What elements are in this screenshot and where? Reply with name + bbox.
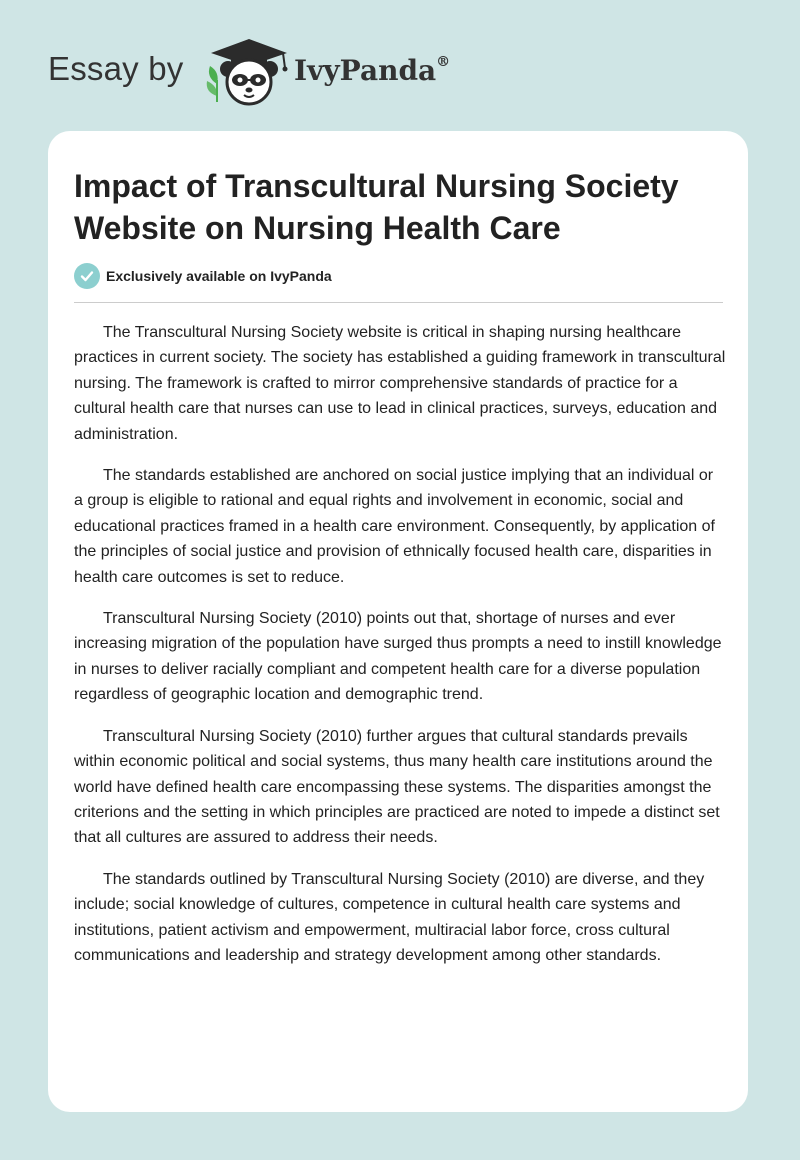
essay-paragraph: The standards outlined by Transcultural Nursing Society (2010) are diverse, and they include; social knowledge of cultures, competence in cultural health care systems and institutions, patient activism and empowerment, multiracial labor force, cross cultural communications and leadership and strategy development among other standards. (74, 870, 705, 964)
panda-graduate-logo-icon[interactable] (203, 36, 295, 108)
essay-card (48, 131, 748, 1112)
site-header (48, 36, 508, 108)
page-title: Impact of Transcultural Nursing Society Website on Nursing Health Care (74, 168, 679, 246)
essay-paragraph: Transcultural Nursing Society (2010) points out that, shortage of nurses and ever increasing migration of the population have surged thus prompts a need to instill knowledge in nurses to deliver racially compliant and competent health care for a diverse population regardless of geographic location and demographic trend. (74, 610, 722, 704)
essay-paragraph: The standards established are anchored on social justice implying that an individual or a group is eligible to rational and equal rights and involvement in economic, social and educational practices framed in a health care environment. Consequently, by application of the principles of social justice and provision of ethnically focused health care, disparities in health care outcomes is set to reduce. (74, 467, 715, 586)
essay-by-label: Essay by (48, 50, 184, 87)
check-circle-icon (74, 263, 100, 289)
essay-paragraph: Transcultural Nursing Society (2010) further argues that cultural standards prevails within economic political and social systems, thus many health care institutions around the world have defined health care encompassing these systems. The disparities amongst the criterions and the setting in which principles are practiced are noted to impede a distinct set that all cultures are assured to address their needs. (74, 727, 720, 847)
essay-paragraph: The Transcultural Nursing Society website is critical in shaping nursing healthcare practices in current society. The society has established a guiding framework in transcultural nursing. The framework is crafted to mirror comprehensive standards of practice for a cultural health care that nurses can use to lead in clinical practices, surveys, education and administration. (74, 324, 726, 443)
exclusive-badge-label: Exclusively available on IvyPanda (106, 268, 332, 284)
registered-mark: ® (436, 53, 451, 70)
brand-name[interactable] (294, 54, 450, 87)
exclusive-badge (74, 263, 332, 289)
essay-body (74, 320, 726, 984)
brand-text: IvyPanda (294, 54, 437, 87)
title-divider (74, 302, 723, 303)
